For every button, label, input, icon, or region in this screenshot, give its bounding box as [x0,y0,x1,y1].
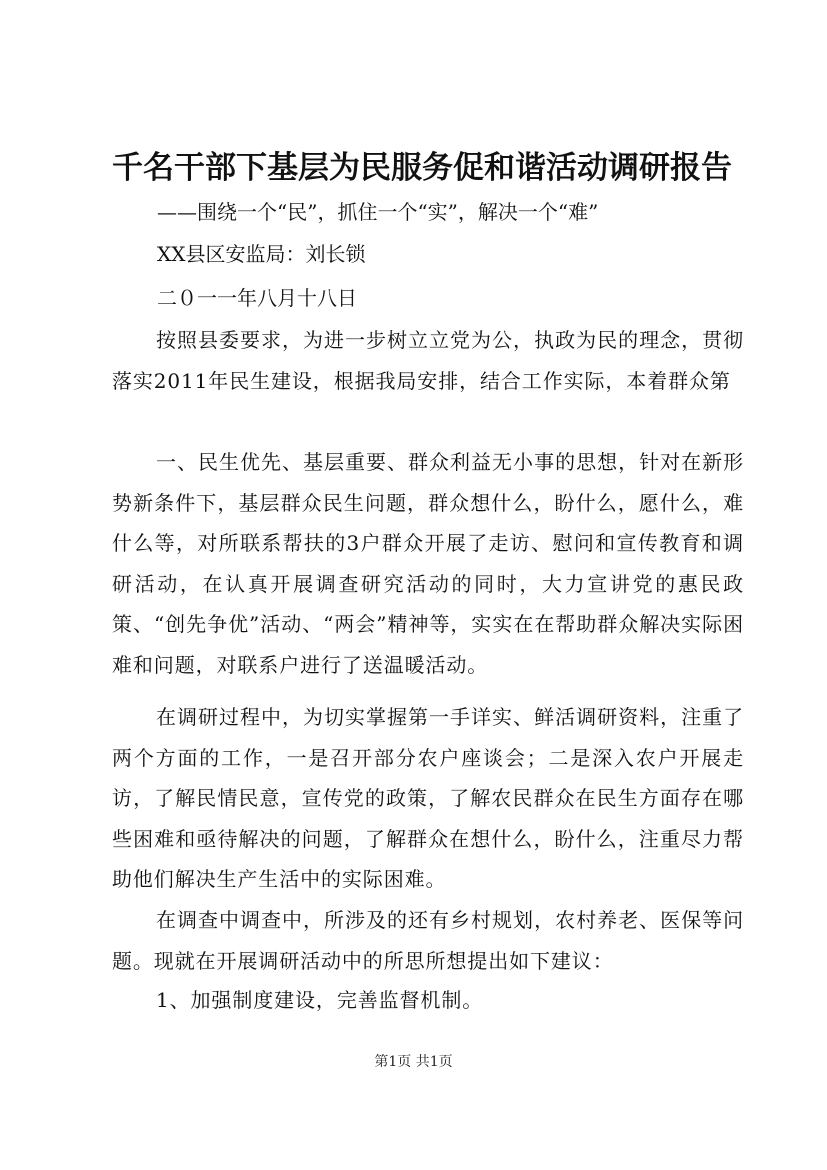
document-date: 二０一一年八月十八日 [157,286,357,310]
paragraph-issues: 在调查中调查中，所涉及的还有乡村规划，农村养老、医保等问题。现就在开展调研活动中的所思所想提出如下建议： [112,908,744,973]
document-subtitle: ——围绕一个“民”，抓住一个“实”，解决一个“难” [157,200,599,224]
paragraph-section-one: 一、民生优先、基层重要、群众利益无小事的思想，针对在新形势新条件下，基层群众民生问题，群众想什么，盼什么，愿什么，难什么等，对所联系帮扶的3户群众开展了走访、慰问和宣传教育和调研活动，在认真开展调查研究活动的同时，大力宣讲党的惠民政策、“创先争优”活动、“两会”精神等，实实在在帮助群众解决实际困难和问题，对联系户进行了送温暖活动。 [112,450,744,677]
document-title: 千名干部下基层为民服务促和谐活动调研报告 [112,150,732,186]
document-author: XX县区安监局：刘长锁 [157,242,366,266]
paragraph-intro: 按照县委要求，为进一步树立立党为公，执政为民的理念，贯彻落实2011年民生建设，根据我局安排，结合工作实际，本着群众第 [112,328,744,393]
page-footer: 第1页 共1页 [374,1054,453,1070]
paragraph-suggestion-one: 1、加强制度建设，完善监督机制。 [156,988,484,1012]
paragraph-research-process: 在调研过程中，为切实掌握第一手详实、鲜活调研资料，注重了两个方面的工作，一是召开部分农户座谈会；二是深入农户开展走访，了解民情民意，宣传党的政策，了解农民群众在民生方面存在哪些困难和亟待解决的问题，了解群众在想什么，盼什么，注重尽力帮助他们解决生产生活中的实际困难。 [112,705,744,892]
